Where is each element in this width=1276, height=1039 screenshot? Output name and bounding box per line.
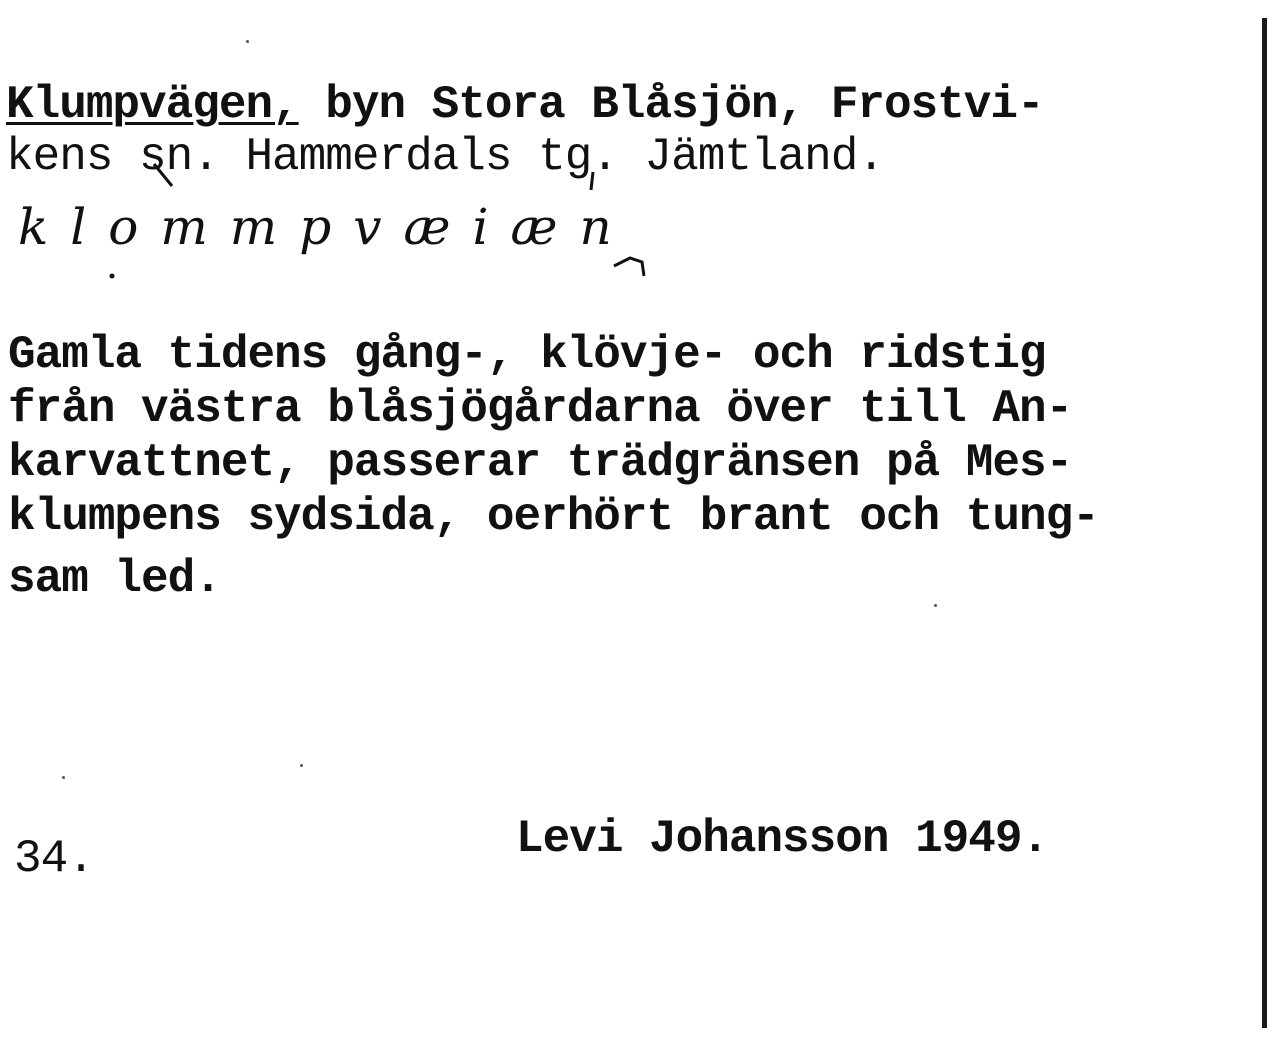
card-edge [1262, 18, 1267, 1028]
body-line-4: klumpens sydsida, oerhört brant och tung- [8, 491, 1099, 543]
phonetic-text: klommpvæiæn [18, 200, 634, 256]
scan-speck [934, 604, 937, 607]
body-line-2: från västra blåsjögårdarna över till An- [8, 383, 1073, 435]
heading-line-1-rest: byn Stora Blåsjön, Frostvi- [298, 79, 1044, 131]
body-line-5: sam led. [8, 553, 221, 605]
place-name: Klumpvägen, [6, 79, 299, 131]
heading-line-1 [6, 79, 1044, 131]
tick-mark [583, 168, 603, 198]
scan-speck [62, 776, 65, 779]
body-line-1: Gamla tidens gång-, klövje- och ridstig [8, 329, 1046, 381]
signature: Levi Johansson 1949. [516, 813, 1049, 865]
scan-speck [246, 40, 249, 43]
body-line-3: karvattnet, passerar trädgränsen på Mes- [8, 437, 1073, 489]
accent-mark [150, 160, 190, 190]
scan-speck [300, 764, 303, 767]
heading-line-2: kens sn. Hammerdals tg. Jämtland. [6, 131, 884, 183]
phonetic-transcription [18, 200, 838, 280]
card-number: 34. [14, 833, 94, 885]
